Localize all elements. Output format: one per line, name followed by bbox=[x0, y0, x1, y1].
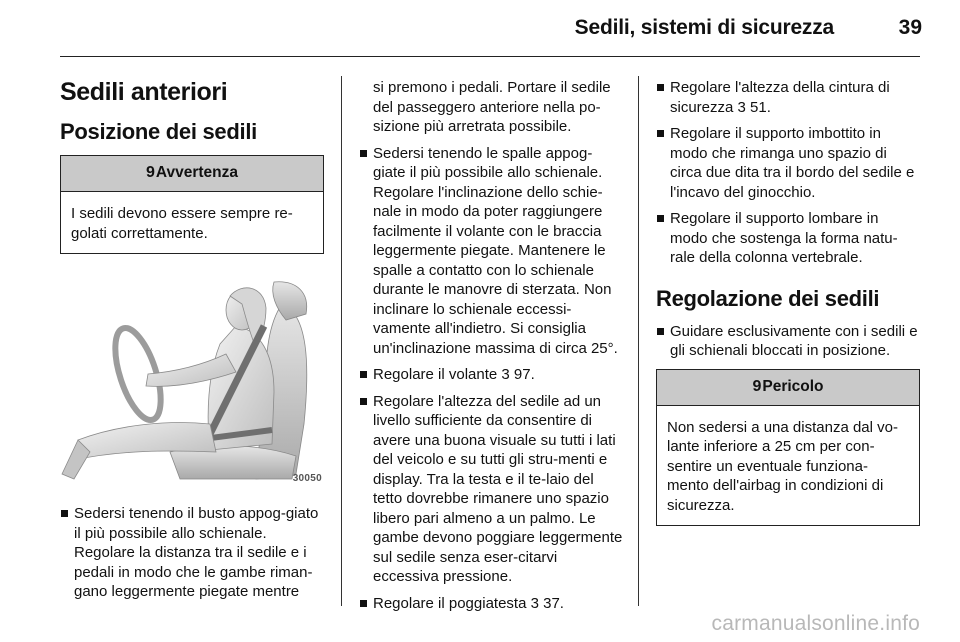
list-item: Regolare il poggiatesta 3 37. bbox=[359, 594, 623, 614]
danger-box-header bbox=[657, 370, 919, 406]
danger-box bbox=[656, 369, 920, 527]
watermark: carmanualsonline.info bbox=[711, 612, 920, 635]
column-divider-2 bbox=[638, 76, 639, 606]
list-item: Regolare il supporto imbottito in modo che rimanga uno spazio di circa due dita tra il bordo del sedile e l'incavo del ginocchio. bbox=[656, 124, 920, 202]
list-item: Regolare il volante 3 97. bbox=[359, 365, 623, 385]
list-item-continuation: si premono i pedali. Portare il sedile del passeggero anteriore nella po-sizione più arretrata possibile. bbox=[373, 79, 611, 135]
driver-seated-icon bbox=[60, 274, 324, 484]
list-item: Guidare esclusivamente con i sedili e gli schienali bloccati in posizione. bbox=[656, 322, 920, 361]
danger-text: Non sedersi a una distanza dal vo-lante inferiore a 25 cm per con-sentire un eventuale funziona-mento dell'airbag in condizioni di sicurezza. bbox=[667, 418, 898, 514]
bullet-list bbox=[656, 78, 920, 268]
seat-position-illustration bbox=[60, 274, 324, 484]
page-number: 39 bbox=[898, 16, 922, 39]
section-heading: Sedili anteriori bbox=[60, 78, 228, 106]
subsection-heading: Posizione dei sedili bbox=[60, 119, 257, 144]
danger-label: Pericolo bbox=[762, 377, 824, 395]
column-3 bbox=[656, 78, 920, 542]
section-heading: Regolazione dei sedili bbox=[656, 285, 880, 311]
column-2 bbox=[359, 78, 623, 620]
warning-box bbox=[60, 155, 324, 254]
warning-box-header bbox=[61, 156, 323, 192]
warning-triangle-icon: 9 bbox=[752, 377, 762, 395]
running-header-title: Sedili, sistemi di sicurezza bbox=[574, 16, 834, 39]
figure-code: 30050 bbox=[292, 473, 322, 484]
bullet-list bbox=[656, 322, 920, 361]
bullet-list bbox=[60, 504, 324, 602]
warning-triangle-icon: 9 bbox=[145, 164, 155, 181]
warning-label: Avvertenza bbox=[155, 164, 239, 181]
list-item: Sedersi tenendo le spalle appog-giate il più possibile allo schienale. Regolare l'inclinazione dello schie-nale in modo da poter raggiungere facilmente il volante con le braccia leggermente piegate. Mantenere le spalle a contatto con lo schienale durante le manovre di sterzata. Non inclinare lo schienale eccessi-vamente all'indietro. Si consiglia un'inclinazione massima di circa 25°. bbox=[359, 144, 623, 359]
list-item: Regolare l'altezza del sedile ad un livello sufficiente da consentire di avere una buona visuale su tutti i lati del veicolo e su tutti gli stru-menti e display. Tra la testa e il te-laio del tetto dovrebbe rimanere uno spazio libero pari almeno a un palmo. Le gambe devono poggiare leggermente sul sedile senza eser-citarvi eccessiva pressione. bbox=[359, 392, 623, 587]
warning-text: I sedili devono essere sempre re-golati correttamente. bbox=[71, 205, 293, 242]
list-item: Sedersi tenendo il busto appog-giato il più possibile allo schienale. Regolare la distanza tra il sedile e i pedali in modo che le gambe riman-gano leggermente piegate mentre bbox=[60, 504, 324, 602]
bullet-list bbox=[359, 78, 623, 613]
header-rule bbox=[60, 56, 920, 57]
column-1 bbox=[60, 78, 324, 609]
list-item: Regolare l'altezza della cintura di sicurezza 3 51. bbox=[656, 78, 920, 117]
list-item: Regolare il supporto lombare in modo che sostenga la forma natu-rale della colonna vertebrale. bbox=[656, 209, 920, 268]
column-divider-1 bbox=[341, 76, 342, 606]
